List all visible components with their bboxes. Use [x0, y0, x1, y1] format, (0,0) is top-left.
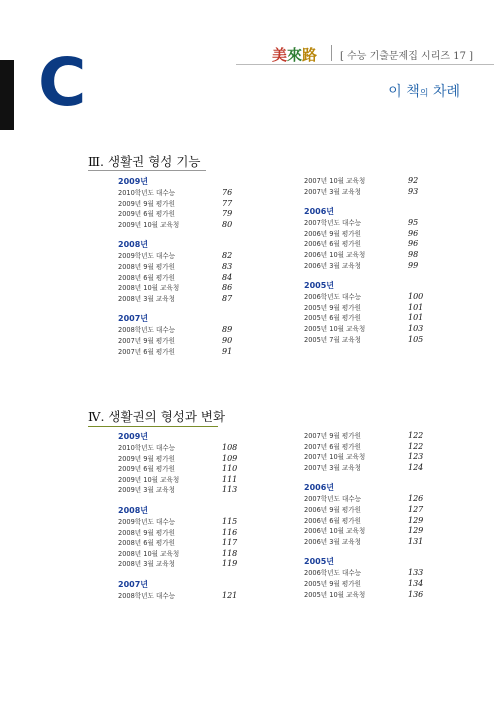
toc-title-part1: 이 책 — [388, 84, 420, 100]
toc-page-number: 90 — [222, 335, 233, 345]
toc-entry-label: 2007년 6월 평가원 — [118, 347, 176, 356]
group-spacer — [118, 496, 258, 505]
year-heading: 2009년 — [118, 177, 148, 186]
toc-entry-label: 2009년 6월 평가원 — [118, 465, 176, 474]
year-heading: 2008년 — [118, 240, 148, 250]
toc-entry[interactable] — [304, 526, 444, 537]
brand-char-3: 路 — [302, 46, 318, 64]
year-heading: 2009년 — [118, 432, 148, 441]
toc-entry-label: 2009년 10월 교육청 — [118, 475, 180, 484]
toc-page-number: 99 — [408, 260, 419, 270]
brand-logo — [272, 44, 317, 65]
toc-page-number: 117 — [222, 538, 238, 548]
toc-entry[interactable] — [118, 475, 258, 486]
toc-entry[interactable] — [304, 537, 444, 548]
toc-entry[interactable] — [118, 443, 258, 454]
toc-title-part2: 차례 — [428, 84, 460, 100]
group-spacer — [304, 547, 444, 556]
toc-entry[interactable] — [304, 579, 444, 590]
toc-entry-label: 2008년 10월 교육청 — [118, 549, 180, 558]
toc-entry-label: 2008년 6월 평가원 — [118, 273, 176, 282]
toc-entry[interactable] — [304, 463, 444, 474]
toc-entry-label: 2006년 9월 평가원 — [304, 229, 362, 238]
toc-page-number: 134 — [408, 578, 424, 588]
brand-char-1: 美 — [272, 46, 288, 64]
toc-right-column — [304, 176, 444, 345]
toc-page-number: 136 — [408, 589, 424, 599]
toc-page-number: 103 — [408, 323, 424, 333]
toc-entry[interactable] — [118, 485, 258, 496]
toc-entry-label: 2005년 9월 평가원 — [304, 303, 362, 312]
toc-entry-label: 2006년 3월 교육청 — [304, 261, 362, 270]
group-spacer — [304, 271, 444, 280]
toc-left-column — [118, 176, 258, 357]
toc-entry[interactable] — [118, 336, 258, 347]
toc-entry[interactable] — [118, 283, 258, 294]
toc-page-number: 76 — [222, 188, 233, 197]
toc-page-number: 101 — [408, 313, 424, 323]
toc-entry-label: 2007년 9월 평가원 — [118, 336, 176, 345]
toc-page-number: 129 — [408, 515, 424, 525]
toc-entry[interactable] — [304, 261, 444, 272]
toc-entry[interactable] — [304, 452, 444, 463]
toc-entry-label: 2008년 3월 교육청 — [118, 294, 176, 303]
toc-page-number: 133 — [408, 568, 424, 578]
toc-entry[interactable] — [304, 516, 444, 527]
toc-entry-label: 2006학년도 대수능 — [304, 293, 362, 302]
toc-entry-label: 2006년 10월 교육청 — [304, 250, 366, 259]
toc-entry-label: 2010학년도 대수능 — [118, 444, 176, 452]
toc-entry[interactable] — [118, 591, 258, 602]
toc-entry-label: 2009년 10월 교육청 — [118, 220, 180, 229]
toc-entry[interactable] — [304, 442, 444, 453]
toc-entry[interactable] — [118, 559, 258, 570]
toc-entry[interactable] — [118, 199, 258, 210]
toc-entry[interactable] — [118, 188, 258, 199]
toc-page-number: 126 — [408, 494, 424, 504]
left-edge-bar — [0, 60, 14, 130]
toc-page-number: 92 — [408, 176, 419, 185]
toc-right-column — [304, 431, 444, 600]
toc-page-number: 122 — [408, 431, 424, 440]
toc-entry-label: 2005년 6월 평가원 — [304, 314, 362, 323]
toc-entry[interactable] — [118, 325, 258, 336]
toc-entry-label: 2009년 6월 평가원 — [118, 210, 176, 219]
toc-entry-label: 2009년 9월 평가원 — [118, 454, 176, 463]
toc-page-number: 121 — [222, 590, 238, 600]
toc-entry[interactable] — [304, 505, 444, 516]
toc-page-number: 83 — [222, 261, 233, 271]
year-heading: 2007년 — [118, 314, 148, 324]
group-spacer — [118, 570, 258, 579]
toc-entry[interactable] — [304, 229, 444, 240]
toc-entry-label: 2008년 6월 평가원 — [118, 539, 176, 548]
toc-page-number: 86 — [222, 283, 233, 293]
toc-page-number: 80 — [222, 219, 233, 229]
year-heading: 2006년 — [304, 207, 334, 217]
year-heading: 2005년 — [304, 281, 334, 291]
toc-page-number: 96 — [408, 228, 419, 238]
toc-entry[interactable] — [304, 187, 444, 198]
year-heading: 2008년 — [118, 505, 148, 515]
year-heading: 2006년 — [304, 483, 334, 493]
toc-entry-label: 2007학년도 대수능 — [304, 495, 362, 504]
toc-page-number: 123 — [408, 452, 424, 462]
toc-page-number: 77 — [222, 198, 233, 208]
toc-entry-label: 2006학년도 대수능 — [304, 569, 362, 578]
toc-page-number: 95 — [408, 218, 419, 228]
toc-entry-label: 2009년 3월 교육청 — [118, 486, 176, 495]
toc-page-number: 131 — [408, 536, 424, 546]
toc-page-number: 96 — [408, 239, 419, 249]
toc-entry-label: 2006년 6월 평가원 — [304, 516, 362, 525]
toc-entry[interactable] — [118, 454, 258, 465]
group-spacer — [118, 304, 258, 313]
toc-entry[interactable] — [118, 273, 258, 284]
header-rule — [236, 64, 494, 65]
toc-entry[interactable] — [304, 218, 444, 229]
toc-page-number: 79 — [222, 209, 233, 219]
toc-entry-label: 2007년 10월 교육청 — [304, 453, 366, 462]
chapter-letter: C — [38, 44, 87, 121]
toc-entry[interactable] — [304, 324, 444, 335]
toc-page-number: 98 — [408, 249, 419, 259]
toc-entry[interactable] — [118, 262, 258, 273]
toc-entry-label: 2006년 6월 평가원 — [304, 240, 362, 249]
toc-entry[interactable] — [118, 517, 258, 528]
toc-page-number: 82 — [222, 251, 233, 261]
toc-page-number: 105 — [408, 334, 424, 344]
toc-entry-label: 2007년 6월 평가원 — [304, 442, 362, 451]
toc-entry-label: 2008년 9월 평가원 — [118, 528, 176, 537]
group-spacer — [304, 473, 444, 482]
toc-page-number: 111 — [222, 474, 238, 484]
toc-entry-label: 2006년 9월 평가원 — [304, 505, 362, 514]
toc-page-number: 109 — [222, 453, 238, 463]
toc-entry-label: 2005년 9월 평가원 — [304, 579, 362, 588]
toc-page-number: 101 — [408, 302, 424, 312]
toc-page-number: 110 — [222, 464, 238, 474]
toc-entry[interactable] — [118, 209, 258, 220]
toc-entry[interactable] — [304, 292, 444, 303]
toc-page-number: 84 — [222, 272, 233, 282]
section-title: Ⅲ. 생활권 형성 기능 — [88, 154, 201, 169]
toc-entry[interactable] — [118, 220, 258, 231]
toc-entry-label: 2006년 3월 교육청 — [304, 537, 362, 546]
toc-entry[interactable] — [304, 250, 444, 261]
year-heading: 2005년 — [304, 557, 334, 567]
toc-entry-label: 2007학년도 대수능 — [304, 219, 362, 228]
toc-page-number: 122 — [408, 441, 424, 451]
toc-page-number: 89 — [222, 325, 233, 335]
section-title: Ⅳ. 생활권의 형성과 변화 — [88, 409, 226, 424]
toc-entry-label: 2008년 3월 교육청 — [118, 560, 176, 569]
series-label: [ 수능 기출문제집 시리즈 17 ] — [340, 51, 474, 62]
toc-page-number: 127 — [408, 504, 424, 514]
toc-page-number: 108 — [222, 443, 238, 452]
toc-entry[interactable] — [304, 335, 444, 346]
toc-entry-label: 2005년 10월 교육청 — [304, 324, 366, 333]
group-spacer — [118, 230, 258, 239]
toc-page-number: 93 — [408, 186, 419, 196]
toc-page-number: 118 — [222, 548, 238, 558]
toc-entry-label: 2009년 9월 평가원 — [118, 199, 176, 208]
toc-entry-label: 2007년 9월 평가원 — [304, 432, 362, 440]
toc-page-number: 119 — [222, 559, 238, 569]
toc-entry-label: 2008년 10월 교육청 — [118, 284, 180, 293]
toc-entry-label: 2005년 7월 교육청 — [304, 335, 362, 344]
toc-entry[interactable] — [304, 239, 444, 250]
header-divider — [331, 45, 332, 61]
toc-entry[interactable] — [118, 464, 258, 475]
toc-title — [388, 81, 460, 101]
toc-entry-label: 2008학년도 대수능 — [118, 591, 176, 600]
toc-title-small: 의 — [419, 89, 429, 99]
toc-page-number: 113 — [222, 485, 238, 495]
year-heading: 2007년 — [118, 579, 148, 589]
toc-left-column — [118, 431, 258, 602]
section-underline — [88, 170, 206, 171]
group-spacer — [304, 197, 444, 206]
section-underline — [88, 426, 218, 427]
toc-page-number: 91 — [222, 346, 233, 356]
toc-entry-label: 2006년 10월 교육청 — [304, 527, 366, 536]
toc-page-number: 87 — [222, 293, 233, 303]
toc-page-number: 124 — [408, 462, 424, 472]
brand-char-2: 來 — [287, 46, 303, 64]
toc-entry-label: 2009학년도 대수능 — [118, 252, 176, 261]
toc-entry-label: 2010학년도 대수능 — [118, 189, 176, 197]
toc-entry[interactable] — [304, 590, 444, 601]
toc-entry[interactable] — [118, 347, 258, 358]
toc-entry[interactable] — [118, 528, 258, 539]
toc-entry[interactable] — [304, 494, 444, 505]
toc-entry-label: 2007년 3월 교육청 — [304, 187, 362, 196]
toc-entry-label: 2007년 10월 교육청 — [304, 177, 366, 185]
toc-page-number: 115 — [222, 516, 238, 526]
toc-entry-label: 2005년 10월 교육청 — [304, 590, 366, 599]
toc-entry[interactable] — [304, 313, 444, 324]
toc-entry[interactable] — [304, 431, 444, 442]
toc-entry[interactable] — [118, 538, 258, 549]
toc-entry[interactable] — [118, 251, 258, 262]
toc-entry[interactable] — [304, 176, 444, 187]
toc-entry[interactable] — [118, 549, 258, 560]
toc-entry[interactable] — [304, 568, 444, 579]
toc-entry[interactable] — [118, 294, 258, 305]
toc-page-number: 129 — [408, 526, 424, 536]
toc-entry-label: 2008년 9월 평가원 — [118, 262, 176, 271]
toc-entry[interactable] — [304, 303, 444, 314]
toc-page-number: 116 — [222, 527, 238, 537]
toc-entry-label: 2009학년도 대수능 — [118, 517, 176, 526]
toc-entry-label: 2007년 3월 교육청 — [304, 463, 362, 472]
toc-entry-label: 2008학년도 대수능 — [118, 326, 176, 335]
toc-page-number: 100 — [408, 292, 424, 302]
